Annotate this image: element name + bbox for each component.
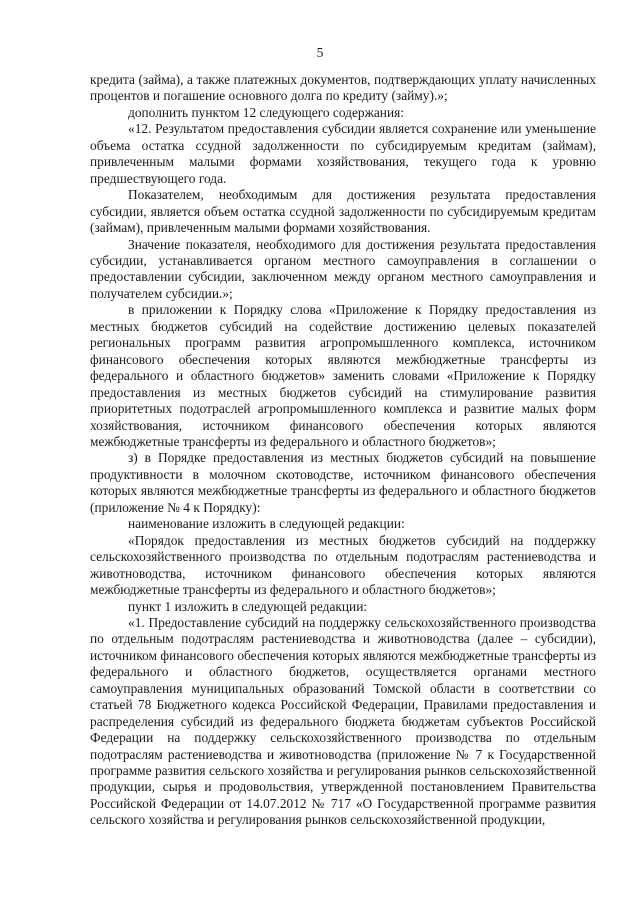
page-number: 5 bbox=[316, 45, 324, 60]
paragraph-appendix-wording: в приложении к Порядку слова «Приложение к Порядку предоставления из местных бюджетов субсидий на содействие достижению целевых показателей региональных программ развития агропромышленного комплекса, источником финансового обеспечения которых являются межбюджетные трансферты из федерального и областного бюджетов» заменить словами «Приложение к Порядку предоставления из местных бюджетов субсидий на стимулирование развития приоритетных подотраслей агропромышленного комплекса и развитие малых форм хозяйствования, источником финансового обеспечения которых являются межбюджетные трансферты из федерального и областного бюджетов»; bbox=[90, 302, 596, 449]
paragraph-item-12-result: «12. Результатом предоставления субсидии является сохранение или уменьшение объема остатка ссудной задолженности по субсидируемым кредитам (займам), привлеченным малыми формами хозяйствования, текущего года к уровню предшествующего года. bbox=[90, 121, 596, 186]
paragraph-credit-documents: кредита (займа), а также платежных документов, подтверждающих уплату начисленных процентов и погашение основного долга по кредиту (займу).»; bbox=[90, 72, 596, 104]
paragraph-subsection-z: з) в Порядке предоставления из местных бюджетов субсидий на повышение продуктивности в молочном скотоводстве, источником финансового обеспечения которых являются межбюджетные трансферты из федерального и областного бюджетов (приложение № 4 к Порядку): bbox=[90, 450, 596, 515]
paragraph-title-edit: наименование изложить в следующей редакции: bbox=[128, 516, 405, 532]
paragraph-indicator: Показателем, необходимым для достижения результата предоставления субсидии, является объем остатка ссудной задолженности по субсидируемым кредитам (займам), привлеченным малыми формами хозяйствования. bbox=[90, 187, 596, 236]
paragraph-item-1-edit: пункт 1 изложить в следующей редакции: bbox=[128, 598, 368, 614]
paragraph-new-title: «Порядок предоставления из местных бюджетов субсидий на поддержку сельскохозяйственного производства по отдельным подотраслям растениеводства и животноводства, источником финансового обеспечения которых являются межбюджетные трансферты из федерального и областного бюджетов»; bbox=[90, 532, 596, 598]
paragraph-add-item-12: дополнить пунктом 12 следующего содержания: bbox=[128, 104, 405, 120]
document-body bbox=[90, 72, 596, 829]
paragraph-item-1-text: «1. Предоставление субсидий на поддержку сельскохозяйственного производства по отдельным подотраслям растениеводства и животноводства (далее – субсидии), источником финансового обеспечения которых являются межбюджетные трансферты из федерального и областного бюджетов, осуществляется органами местного самоуправления муниципальных образований Томской области в соответствии со статьей 78 Бюджетного кодекса Российской Федерации, Правилами предоставления и распределения субсидий из федерального бюджета бюджетам субъектов Российской Федерации на поддержку сельскохозяйственного производства по отдельным подотраслям растениеводства и животноводства (приложение № 7 к Государственной программе развития сельского хозяйства и регулирования рынков сельскохозяйственной продукции, сырья и продовольствия, утвержденной постановлением Правительства Российской Федерации от 14.07.2012 № 717 «О Государственной программе развития сельского хозяйства и регулирования рынков сельскохозяйственной продукции, bbox=[90, 614, 596, 828]
paragraph-indicator-value: Значение показателя, необходимого для достижения результата предоставления субсидии, устанавливается органом местного самоуправления в соглашении о предоставлении субсидии, заключенном между органом местного самоуправления и получателем субсидии.»; bbox=[90, 236, 596, 301]
